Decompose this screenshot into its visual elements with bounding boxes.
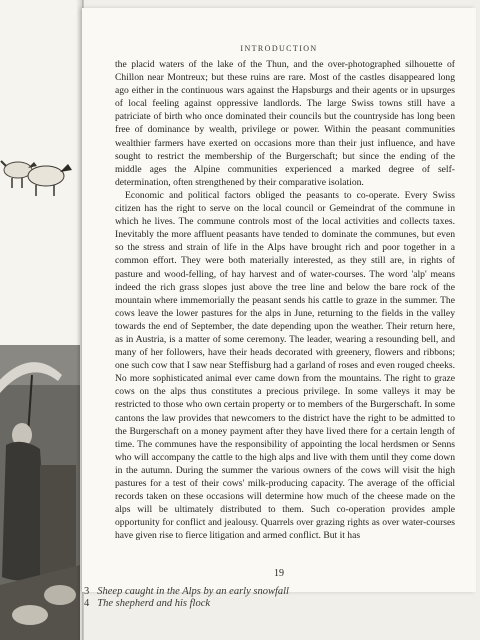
caption-3 <box>84 586 464 598</box>
paragraph-1: the placid waters of the lake of the Thun, and the over-photographed silhouette of Chillon near Montreux; but these ruins are rare. Most of the castles disappeared long ago either in the continuous wars against the Hapsburgs and their agents or in upsurges of local feeling against oppressive landlords. The large Swiss towns still have a patriciate of birth who once dominated their councils but the countryside has long been free of dominance by wealth, privilege or power. Within the peasant communities wealthier farmers have exerted on occasions more than their just influence, and have sought to restrict the membership of the Burgerschaft; but since the ending of the middle ages the Alpine communities experienced a marked degree of self-determination, often strengthened by their comparative isolation. <box>115 59 455 188</box>
caption-number: 3 <box>84 586 90 597</box>
caption-text: The shepherd and his flock <box>97 598 211 609</box>
plate-captions <box>84 586 464 610</box>
book-page <box>82 8 476 592</box>
shepherd-photo <box>0 345 80 640</box>
body-text <box>115 58 455 542</box>
running-head: INTRODUCTION <box>240 44 318 53</box>
page-number: 19 <box>274 568 284 579</box>
caption-number: 4 <box>84 598 90 609</box>
facing-plate-page <box>0 0 83 640</box>
caption-4 <box>84 598 464 610</box>
sheep-in-snow-photo <box>0 118 78 223</box>
paragraph-2: Economic and political factors obliged the peasants to co-operate. Every Swiss citizen has the right to serve on the local council or Gemeindrat of the commune in which he lives. The commune controls most of the local activities and collects taxes. Inevitably the more affluent peasants have tended to dominate the communes, but even so the stress and strain of life in the Alps have brought rich and poor together in a common effort. They were both materially interested, as they still are, in rights of pasture and wood-felling, of hay harvest and of water-courses. The word 'alp' means indeed the rich grass slopes just above the tree line and below the bare rock of the mountain where immemorially the peasant sends his cattle to graze in the summer. The cows leave the lower pastures for the alps in June, returning to the fields in the valley towards the end of September, the date depending upon the weather. Their return here, as in Austria, is a matter of some ceremony. The leader, wearing a resounding bell, and many of her followers, have their heads decorated with greenery, flowers and ribbons; one such cow that I saw near Steffisburg had a garland of roses and even rouged cheeks. No more sophisticated animal ever came down from the mountains. The right to graze cows on the alps thus constitutes a precious privilege. In some valleys it may be restricted to those who own certain property or to members of the Burgerschaft. In some cantons the law provides that newcomers to the district have the right to be admitted to the Burgerschaft on a money payment after they have lived there for a certain length of time. The communes have the responsibility of appointing the local herdsmen or Senns who will accompany the cattle to the high alps and live with them until they come down in the autumn. During the summer the various owners of the cows will visit the high pastures for a test of their cows' milk-producing capacity. The average of the official records taken on these occasions will determine how much of the cheese made on the alps will be ultimately distributed to them. Such co-operation provides ample opportunity for conflict and jealousy. Quarrels over grazing rights as over water-courses have given rise to fierce litigation and armed conflict. But it has <box>115 189 455 542</box>
caption-text: Sheep caught in the Alps by an early snowfall <box>97 586 289 597</box>
